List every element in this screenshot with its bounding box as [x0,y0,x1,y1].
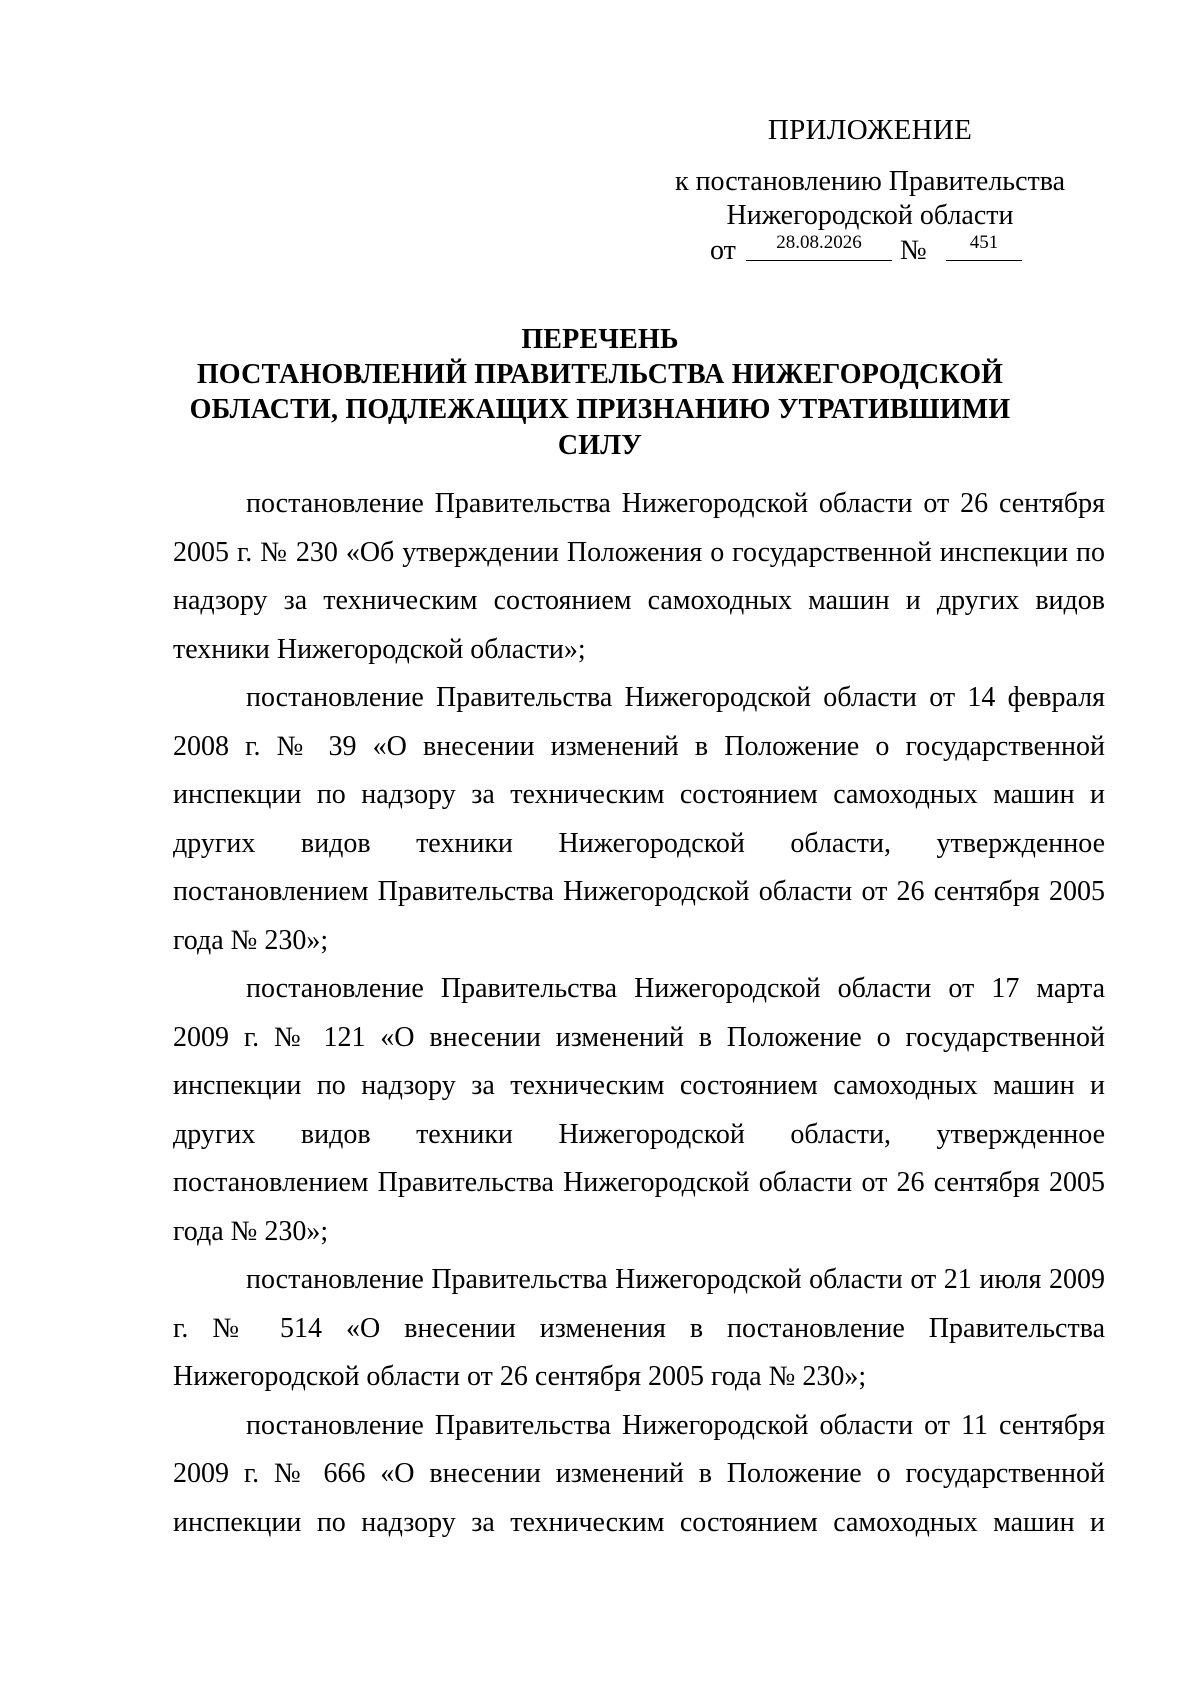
list-subtitle-line-1: ПОСТАНОВЛЕНИЙ ПРАВИТЕЛЬСТВА НИЖЕГОРОДСКОЙ [196,359,1004,390]
number-prefix: № [900,235,927,266]
document-body [173,480,1105,1547]
list-item: постановление Правительства Нижегородской области от 26 сентября 2005 г. № 230 «Об утверждении Положения о государственной инспекции по надзору за техническим состоянием самоходных машин и других видов техники Нижегородской области»; [173,488,1105,665]
date-prefix: от [710,235,736,266]
list-title: ПЕРЕЧЕНЬ [521,324,679,355]
list-item: постановление Правительства Нижегородской области от 11 сентября 2009 г. № 666 «О внесении изменений в Положение о государственной инспекции по надзору за техническим состоянием самоходных машин и [173,1409,1105,1538]
resolution-number: 451 [946,232,1022,261]
appendix-region: Нижегородской области [726,200,1014,231]
list-item: постановление Правительства Нижегородской области от 21 июля 2009 г. № 514 «О внесении изменения в постановление Правительства Нижегородской области от 26 сентября 2005 года № 230»; [173,1264,1105,1392]
list-subtitle-line-2: ОБЛАСТИ, ПОДЛЕЖАЩИХ ПРИЗНАНИЮ УТРАТИВШИМИ СИЛУ [189,394,1011,461]
resolution-date: 28.08.2026 [746,232,892,261]
list-item: постановление Правительства Нижегородской области от 17 марта 2009 г. № 121 «О внесении изменений в Положение о государственной инспекции по надзору за техническим состоянием самоходных машин и других видов техники Нижегородской области, утвержденное постановлением Правительства Нижегородской области от 26 сентября 2005 года № 230»; [173,973,1105,1247]
appendix-heading: ПРИЛОЖЕНИЕ [767,114,973,146]
list-item: постановление Правительства Нижегородской области от 14 февраля 2008 г. № 39 «О внесении изменений в Положение о государственной инспекции по надзору за техническим состоянием самоходных машин и других видов техники Нижегородской области, утвержденное постановлением Правительства Нижегородской области от 26 сентября 2005 года № 230»; [173,682,1105,956]
appendix-to-resolution: к постановлению Правительства [674,166,1066,197]
